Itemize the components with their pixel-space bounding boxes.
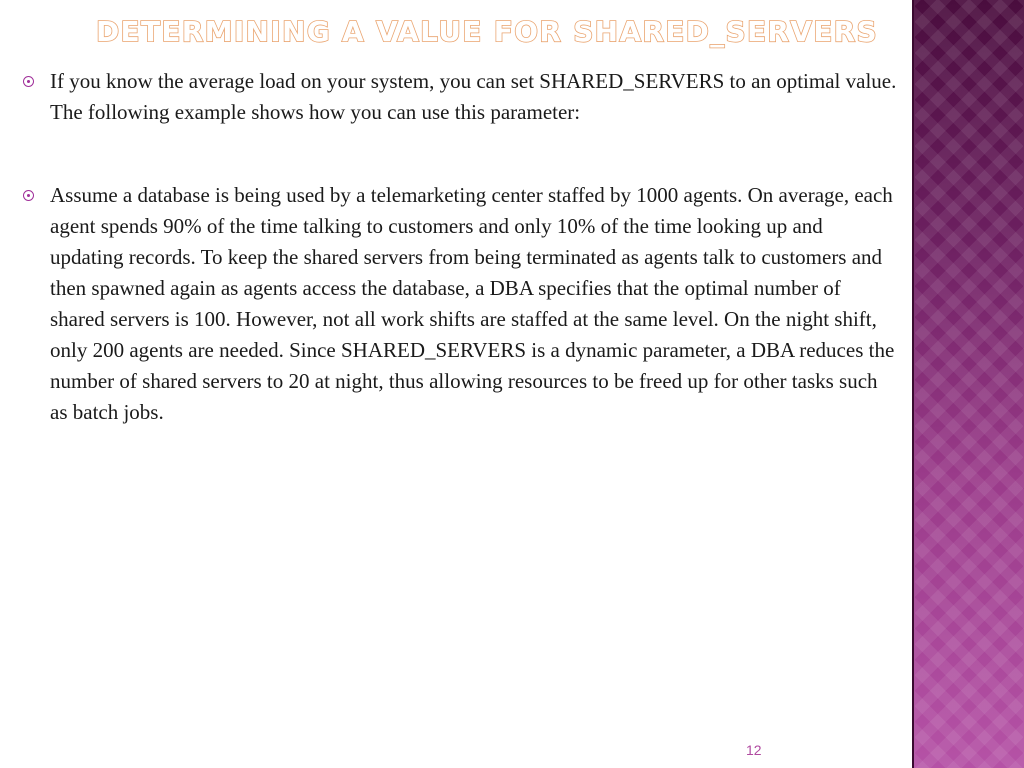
slide-title: DETERMINING A VALUE FOR SHARED_SERVERS — [96, 15, 878, 48]
circle-dot-bullet-icon — [23, 190, 34, 201]
bullet-text: If you know the average load on your system, you can set SHARED_SERVERS to an optimal value. The following example shows how you can use this parameter: — [50, 69, 897, 124]
bullet-item — [20, 180, 900, 428]
bullet-item — [20, 66, 900, 128]
page-number: 12 — [746, 742, 762, 758]
bullet-list — [20, 66, 900, 428]
decorative-side-panel — [912, 0, 1024, 768]
circle-dot-bullet-icon — [23, 76, 34, 87]
bullet-text: Assume a database is being used by a telemarketing center staffed by 1000 agents. On average, each agent spends 90% of the time talking to customers and only 10% of the time looking up and updating records. To keep the shared servers from being terminated as agents talk to customers and then spawned again as agents access the database, a DBA specifies that the optimal number of shared servers is 100. However, not all work shifts are staffed at the same level. On the night shift, only 200 agents are needed. Since SHARED_SERVERS is a dynamic parameter, a DBA reduces the number of shared servers to 20 at night, thus allowing resources to be freed up for other tasks such as batch jobs. — [50, 183, 895, 424]
